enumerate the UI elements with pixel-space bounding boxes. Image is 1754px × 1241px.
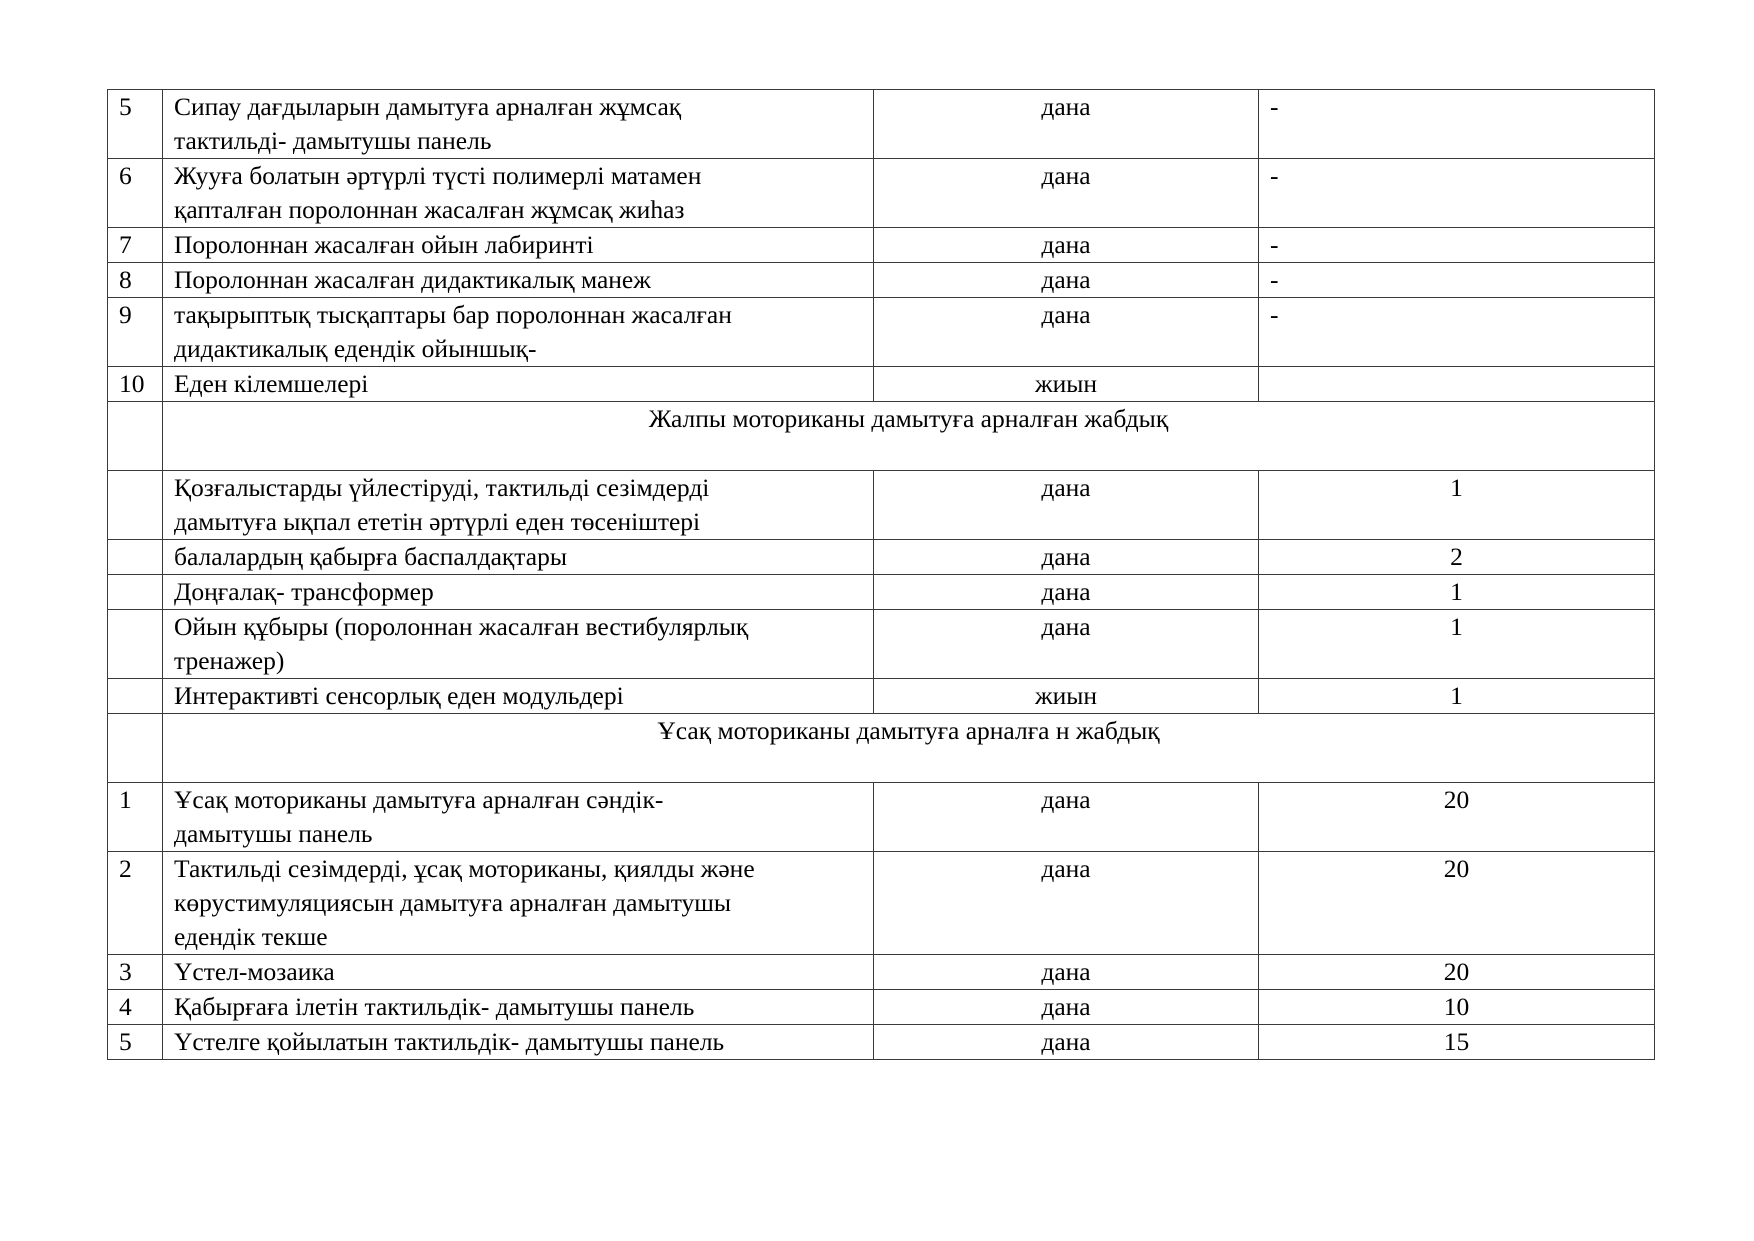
row-number xyxy=(108,610,163,679)
quantity: - xyxy=(1259,159,1655,228)
section-number-cell xyxy=(108,402,163,471)
section-number-cell xyxy=(108,714,163,783)
item-name-line: Сипау дағдыларын дамытуға арналған жұмсақ xyxy=(174,92,682,121)
item-name-line: тренажер) xyxy=(174,646,285,675)
item-name-line: Поролоннан жасалған ойын лабиринті xyxy=(174,230,594,259)
item-name-line: Үстелге қойылатын тактильдік- дамытушы панель xyxy=(174,1027,725,1056)
item-name xyxy=(163,610,874,679)
equipment-table xyxy=(107,89,1655,1060)
row-number: 9 xyxy=(108,298,163,367)
row-number: 10 xyxy=(108,367,163,402)
unit-of-measure: дана xyxy=(874,1025,1259,1060)
unit-of-measure: дана xyxy=(874,783,1259,852)
quantity: - xyxy=(1259,263,1655,298)
unit-of-measure: дана xyxy=(874,159,1259,228)
item-name-line: Тактильді сезімдерді, ұсақ моториканы, қиялды және xyxy=(174,854,755,883)
quantity: - xyxy=(1259,90,1655,159)
table-row xyxy=(108,298,1655,367)
table-row xyxy=(108,1025,1655,1060)
quantity: - xyxy=(1259,228,1655,263)
table-row xyxy=(108,852,1655,955)
item-name xyxy=(163,990,874,1025)
unit-of-measure: дана xyxy=(874,228,1259,263)
row-number xyxy=(108,575,163,610)
item-name-line: Доңғалақ- трансформер xyxy=(174,577,434,606)
quantity: 15 xyxy=(1259,1025,1655,1060)
table-row xyxy=(108,990,1655,1025)
item-name-line: тактильді- дамытушы панель xyxy=(174,126,492,155)
item-name-line: Қабырғаға ілетін тактильдік- дамытушы панель xyxy=(174,992,695,1021)
row-number: 2 xyxy=(108,852,163,955)
item-name-line: көрустимуляциясын дамытуға арналған дамытушы xyxy=(174,888,732,917)
item-name-line: дидактикалық едендік ойыншық- xyxy=(174,334,537,363)
unit-of-measure: дана xyxy=(874,575,1259,610)
table-row xyxy=(108,610,1655,679)
row-number: 5 xyxy=(108,1025,163,1060)
unit-of-measure: дана xyxy=(874,610,1259,679)
item-name-line: балалардың қабырға баспалдақтары xyxy=(174,542,567,571)
item-name xyxy=(163,783,874,852)
item-name-line: дамытуға ықпал ететін әртүрлі еден төсеніштері xyxy=(174,507,701,536)
item-name-line: Поролоннан жасалған дидактикалық манеж xyxy=(174,265,651,294)
row-number: 8 xyxy=(108,263,163,298)
unit-of-measure: дана xyxy=(874,955,1259,990)
table-row xyxy=(108,90,1655,159)
item-name xyxy=(163,228,874,263)
item-name-line: Үстел-мозаика xyxy=(174,957,335,986)
item-name-line: қапталған поролоннан жасалған жұмсақ жиһаз xyxy=(174,195,685,224)
section-title: Жалпы моториканы дамытуға арналған жабдық xyxy=(163,402,1655,471)
item-name xyxy=(163,471,874,540)
row-number: 4 xyxy=(108,990,163,1025)
item-name xyxy=(163,955,874,990)
quantity: 20 xyxy=(1259,783,1655,852)
item-name-line: дамытушы панель xyxy=(174,819,373,848)
row-number: 3 xyxy=(108,955,163,990)
item-name xyxy=(163,679,874,714)
item-name xyxy=(163,298,874,367)
row-number: 7 xyxy=(108,228,163,263)
row-number: 1 xyxy=(108,783,163,852)
table-row xyxy=(108,228,1655,263)
quantity: 2 xyxy=(1259,540,1655,575)
item-name-line: Ойын құбыры (поролоннан жасалған вестибулярлық xyxy=(174,612,749,641)
quantity: 20 xyxy=(1259,955,1655,990)
table-row xyxy=(108,471,1655,540)
table-row xyxy=(108,783,1655,852)
item-name-line: Интерактивті сенсорлық еден модульдері xyxy=(174,681,624,710)
unit-of-measure: дана xyxy=(874,852,1259,955)
equipment-table-body xyxy=(108,90,1655,1060)
unit-of-measure: дана xyxy=(874,990,1259,1025)
row-number: 5 xyxy=(108,90,163,159)
item-name xyxy=(163,575,874,610)
item-name-line: Еден кілемшелері xyxy=(174,369,369,398)
quantity xyxy=(1259,367,1655,402)
table-row xyxy=(108,367,1655,402)
item-name-line: Ұсақ моториканы дамытуға арналған сәндік- xyxy=(174,785,664,814)
table-row xyxy=(108,159,1655,228)
row-number: 6 xyxy=(108,159,163,228)
item-name xyxy=(163,90,874,159)
item-name-line: едендік текше xyxy=(174,922,328,951)
quantity: 1 xyxy=(1259,679,1655,714)
item-name xyxy=(163,852,874,955)
unit-of-measure: дана xyxy=(874,298,1259,367)
item-name xyxy=(163,540,874,575)
quantity: 1 xyxy=(1259,471,1655,540)
row-number xyxy=(108,540,163,575)
unit-of-measure: жиын xyxy=(874,367,1259,402)
quantity: 10 xyxy=(1259,990,1655,1025)
table-row xyxy=(108,575,1655,610)
item-name-line: Жууға болатын әртүрлі түсті полимерлі матамен xyxy=(174,161,702,190)
unit-of-measure: дана xyxy=(874,540,1259,575)
quantity: 20 xyxy=(1259,852,1655,955)
unit-of-measure: дана xyxy=(874,90,1259,159)
table-row xyxy=(108,679,1655,714)
unit-of-measure: дана xyxy=(874,471,1259,540)
section-title: Ұсақ моториканы дамытуға арналға н жабдық xyxy=(163,714,1655,783)
section-header-row xyxy=(108,402,1655,471)
quantity: - xyxy=(1259,298,1655,367)
item-name-line: тақырыптық тысқаптары бар поролоннан жасалған xyxy=(174,300,732,329)
table-row xyxy=(108,955,1655,990)
item-name xyxy=(163,263,874,298)
quantity: 1 xyxy=(1259,610,1655,679)
section-header-row xyxy=(108,714,1655,783)
item-name xyxy=(163,159,874,228)
quantity: 1 xyxy=(1259,575,1655,610)
item-name-line: Қозғалыстарды үйлестіруді, тактильді сезімдерді xyxy=(174,473,710,502)
table-row xyxy=(108,263,1655,298)
item-name xyxy=(163,367,874,402)
unit-of-measure: жиын xyxy=(874,679,1259,714)
table-row xyxy=(108,540,1655,575)
unit-of-measure: дана xyxy=(874,263,1259,298)
row-number xyxy=(108,471,163,540)
item-name xyxy=(163,1025,874,1060)
row-number xyxy=(108,679,163,714)
